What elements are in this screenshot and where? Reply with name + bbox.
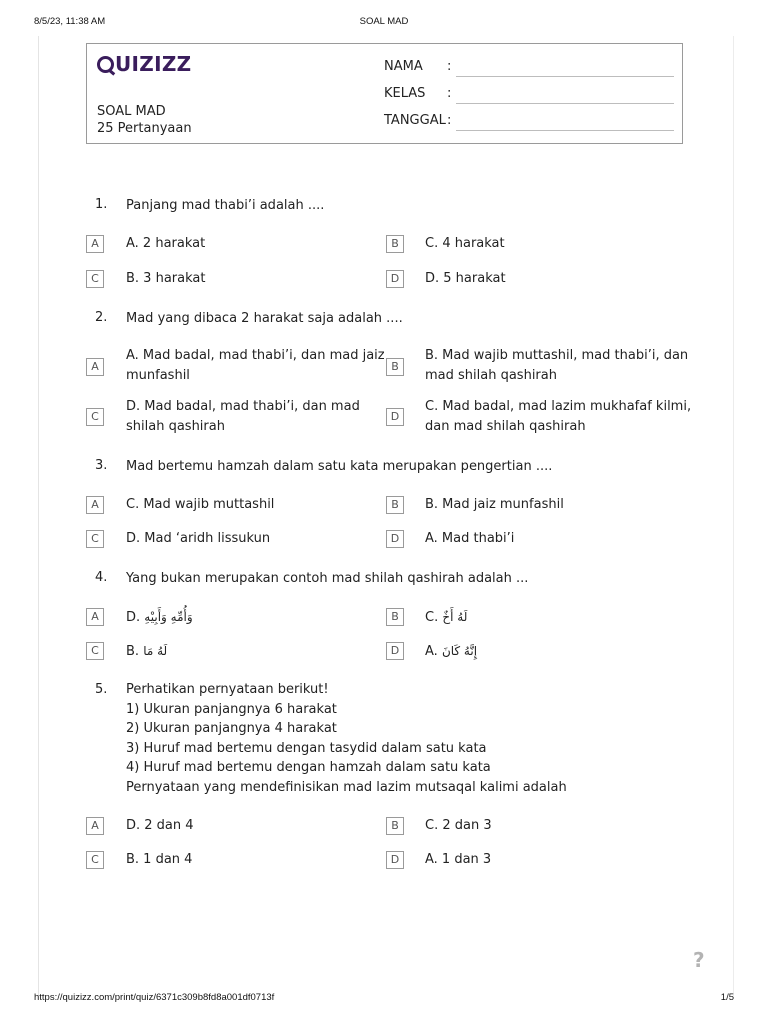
name-colon: : [447,59,452,74]
option-d-box[interactable]: D [386,270,404,288]
name-label: NAMA [384,59,423,74]
option-a-box[interactable]: A [86,608,104,626]
option-b-text [425,607,467,628]
question-line: Panjang mad thabi’i adalah .... [126,198,325,213]
option-c-text [126,397,360,437]
question-number: 3. [95,458,108,473]
option-letter-label: C. [425,610,439,625]
help-icon[interactable]: ? [693,948,705,972]
print-footer [34,992,734,1006]
option-c-text [126,529,270,549]
question-line: 1) Ukuran panjangnya 6 harakat [126,701,337,717]
page-number: 1/5 [720,992,734,1003]
arabic-text: لَهُ أَخٌ [442,610,468,624]
class-line [456,103,674,104]
option-letter-label: D. [126,610,141,625]
option-c-text [126,850,192,870]
option-c-text [126,269,205,289]
question-text [126,196,324,216]
question-number: 5. [95,682,108,697]
option-c-box[interactable]: C [86,408,104,426]
question-text [126,569,528,589]
question-line: Mad yang dibaca 2 harakat saja adalah .... [126,311,403,326]
option-line: A. Mad thabi’i [425,531,515,546]
option-a-text [126,607,193,628]
name-line [456,76,674,77]
class-field [384,86,674,104]
question-number: 2. [95,310,108,325]
option-line: munfashil [126,368,190,383]
option-c-box[interactable]: C [86,530,104,548]
option-b-box[interactable]: B [386,496,404,514]
option-d-text [425,269,506,289]
logo-text: UIZIZZ [115,52,192,76]
option-c-box[interactable]: C [86,270,104,288]
arabic-text: إِنَّهُ كَانَ [441,644,478,658]
name-field [384,59,674,77]
option-b-box[interactable]: B [386,608,404,626]
option-a-text [126,234,205,254]
question-line: 4) Huruf mad bertemu dengan hamzah dalam satu kata [126,760,491,775]
print-url[interactable]: https://quizizz.com/print/quiz/6371c309b8fd8a001df0713f [34,992,275,1003]
option-letter-label: B. [126,644,140,659]
question-number: 4. [95,570,108,585]
arabic-text: لَهُ مَا [143,644,168,658]
option-b-text [425,495,564,515]
question-line: 2) Ukuran panjangnya 4 harakat [126,721,337,736]
option-d-text [425,641,477,662]
option-b-text [425,816,492,836]
option-d-box[interactable]: D [386,408,404,426]
class-colon: : [447,86,452,101]
option-line: D. Mad badal, mad thabi’i, dan mad [126,399,360,414]
option-line: A. Mad badal, mad thabi’i, dan mad jaiz [126,348,385,363]
option-line: B. 1 dan 4 [126,852,193,867]
option-line: C. Mad badal, mad lazim mukhafaf kilmi, [425,399,692,414]
question-text [126,680,567,797]
question-number: 1. [95,197,108,212]
option-line: A. 2 harakat [126,236,206,251]
option-c-box[interactable]: C [86,851,104,869]
option-a-text [126,816,194,836]
question-text [126,309,403,329]
option-b-box[interactable]: B [386,235,404,253]
option-d-text [425,529,514,549]
quiz-title: SOAL MAD [97,104,166,119]
option-line: B. Mad wajib muttashil, mad thabi’i, dan [425,348,689,363]
option-line: D. Mad ‘aridh lissukun [126,531,271,546]
option-a-box[interactable]: A [86,496,104,514]
option-line: C. Mad wajib muttashil [126,497,275,512]
question-text [126,457,552,477]
option-a-box[interactable]: A [86,817,104,835]
question-line: 3) Huruf mad bertemu dengan tasydid dalam satu kata [126,740,487,756]
option-a-text [126,346,385,386]
option-d-box[interactable]: D [386,642,404,660]
arabic-text: وَأُمِّهِ وَأَبِيْهِ [144,610,193,624]
option-line: D. 2 dan 4 [126,818,194,833]
question-count: 25 Pertanyaan [97,121,192,136]
option-d-box[interactable]: D [386,530,404,548]
quiz-header [86,43,683,144]
logo-q-icon [97,56,114,73]
date-field [384,113,674,131]
option-d-box[interactable]: D [386,851,404,869]
date-line [456,130,674,131]
date-label: TANGGAL [384,113,446,128]
option-b-box[interactable]: B [386,358,404,376]
option-line: B. Mad jaiz munfashil [425,497,564,512]
option-line: D. 5 harakat [425,271,506,286]
option-line: mad shilah qashirah [425,368,557,383]
quizizz-logo [97,52,191,76]
option-line: shilah qashirah [126,419,225,434]
option-c-text [126,641,167,662]
date-colon: : [447,113,452,128]
print-title: SOAL MAD [359,16,409,27]
question-line: Perhatikan pernyataan berikut! [126,682,329,697]
option-a-box[interactable]: A [86,235,104,253]
option-b-text [425,234,505,254]
question-line: Pernyataan yang mendefinisikan mad lazim mutsaqal kalimi adalah [126,779,567,795]
question-line: Mad bertemu hamzah dalam satu kata merupakan pengertian .... [126,459,553,474]
option-line: C. 4 harakat [425,236,505,251]
print-timestamp: 8/5/23, 11:38 AM [34,16,106,27]
option-line: B. 3 harakat [126,271,206,286]
option-line: C. 2 dan 3 [425,818,492,833]
option-b-text [425,346,688,386]
option-line: A. 1 dan 3 [425,852,492,867]
option-c-box[interactable]: C [86,642,104,660]
option-line: dan mad shilah qashirah [425,419,586,434]
class-label: KELAS [384,86,426,101]
option-letter-label: A. [425,644,438,659]
print-header [34,16,734,30]
option-a-box[interactable]: A [86,358,104,376]
option-a-text [126,495,274,515]
option-b-box[interactable]: B [386,817,404,835]
option-d-text [425,850,491,870]
option-d-text [425,397,691,437]
question-line: Yang bukan merupakan contoh mad shilah qashirah adalah ... [126,571,529,586]
